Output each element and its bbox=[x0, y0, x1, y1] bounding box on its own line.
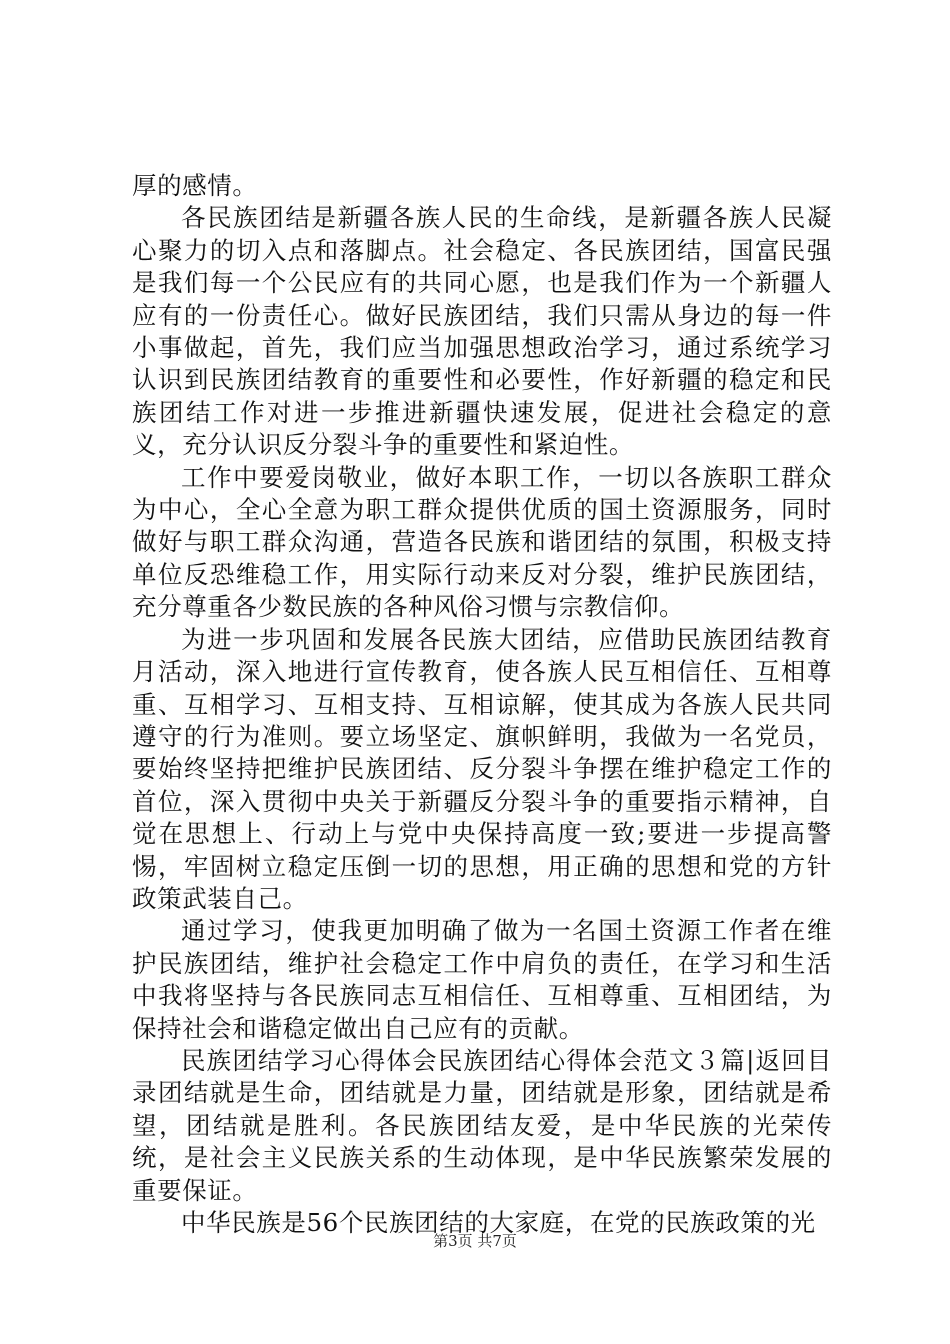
paragraph: 为进一步巩固和发展各民族大团结，应借助民族团结教育月活动，深入地进行宣传教育，使各族人民互相信任、互相尊重、互相学习、互相支持、互相谅解，使其成为各族人民共同遵守的行为准则。要立场坚定、旗帜鲜明，我做为一名党员，要始终坚持把维护民族团结、反分裂斗争摆在维护稳定工作的首位，深入贯彻中央关于新疆反分裂斗争的重要指示精神，自觉在思想上、行动上与党中央保持高度一致;要进一步提高警惕，牢固树立稳定压倒一切的思想，用正确的思想和党的方针政策武装自己。 bbox=[132, 624, 832, 913]
paragraph: 工作中要爱岗敬业，做好本职工作，一切以各族职工群众为中心，全心全意为职工群众提供优质的国土资源服务，同时做好与职工群众沟通，营造各民族和谐团结的氛围，积极支持单位反恐维稳工作，用实际行动来反对分裂，维护民族团结，充分尊重各少数民族的各种风俗习惯与宗教信仰。 bbox=[132, 462, 832, 622]
document-body bbox=[132, 170, 832, 1239]
paragraph: 通过学习，使我更加明确了做为一名国土资源工作者在维护民族团结，维护社会稳定工作中肩负的责任，在学习和生活中我将坚持与各民族同志互相信任、互相尊重、互相团结，为保持社会和谐稳定做出自己应有的贡献。 bbox=[132, 916, 832, 1043]
paragraph: 中华民族是56个民族团结的大家庭，在党的民族政策的光 bbox=[181, 1208, 816, 1237]
paragraph-continued: 厚的感情。 bbox=[132, 171, 258, 200]
page-number-footer: 第3页 共7页 bbox=[433, 1232, 517, 1250]
paragraph: 各民族团结是新疆各族人民的生命线，是新疆各族人民凝心聚力的切入点和落脚点。社会稳定、各民族团结，国富民强是我们每一个公民应有的共同心愿，也是我们作为一个新疆人应有的一份责任心。做好民族团结，我们只需从身边的每一件小事做起，首先，我们应当加强思想政治学习，通过系统学习认识到民族团结教育的重要性和必要性，作好新疆的稳定和民族团结工作对进一步推进新疆快速发展，促进社会稳定的意义，充分认识反分裂斗争的重要性和紧迫性。 bbox=[132, 203, 832, 460]
paragraph: 民族团结学习心得体会民族团结心得体会范文３篇|返回目录团结就是生命，团结就是力量，团结就是形象，团结就是希望，团结就是胜利。各民族团结友爱，是中华民族的光荣传统，是社会主义民族关系的生动体现，是中华民族繁荣发展的重要保证。 bbox=[132, 1045, 832, 1205]
